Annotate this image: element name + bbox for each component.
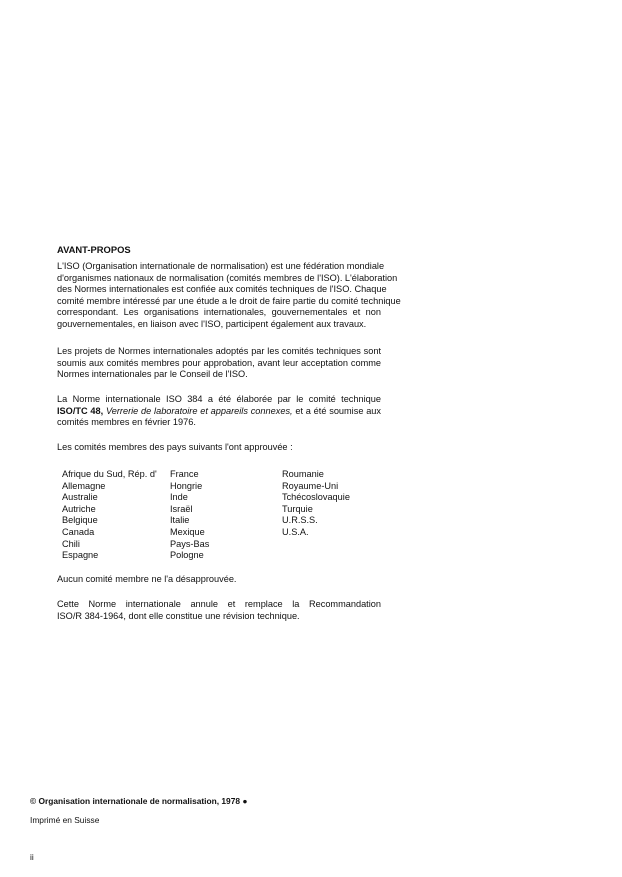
page-heading: AVANT-PROPOS bbox=[57, 244, 131, 255]
text-line: L'ISO (Organisation internationale de normalisation) est une fédération mondiale bbox=[57, 261, 385, 271]
country: Canada bbox=[62, 526, 95, 537]
country: Turquie bbox=[282, 503, 313, 514]
copyright-line: © Organisation internationale de normalisation, 1978 ● bbox=[30, 796, 248, 806]
country: Italie bbox=[170, 515, 190, 526]
text-line: Normes internationales par le Conseil de l'ISO. bbox=[57, 369, 248, 380]
country: Espagne bbox=[62, 550, 99, 561]
text-line: Cette Norme internationale annule et remplace la Recommandation bbox=[57, 599, 381, 609]
country: Mexique bbox=[170, 526, 205, 537]
country: Autriche bbox=[62, 503, 96, 514]
country: France bbox=[170, 469, 199, 479]
paragraph-3 bbox=[57, 394, 381, 429]
country: U.S.A. bbox=[282, 526, 309, 537]
text-line: correspondant. Les organisations internationales, gouvernementales et non bbox=[57, 307, 381, 318]
country: U.R.S.S. bbox=[282, 515, 318, 526]
text-line: La Norme internationale ISO 384 a été élaborée par le comité technique bbox=[57, 394, 381, 404]
country: Royaume-Uni bbox=[282, 480, 339, 491]
country-column-1 bbox=[62, 469, 157, 562]
committee-ref: ISO/TC 48, bbox=[57, 405, 104, 416]
committee-title: Verrerie de laboratoire et appareils connexes, bbox=[105, 405, 293, 416]
country: Israël bbox=[170, 503, 193, 514]
country: Inde bbox=[170, 492, 188, 503]
country: Allemagne bbox=[62, 480, 106, 491]
approval-intro: Les comités membres des pays suivants l'ont approuvée : bbox=[57, 442, 293, 452]
country: Chili bbox=[62, 538, 80, 549]
disapproval-note: Aucun comité membre ne l'a désapprouvée. bbox=[57, 574, 237, 584]
paragraph-4 bbox=[57, 599, 381, 622]
country-column-3 bbox=[282, 469, 350, 539]
paragraph-1 bbox=[57, 261, 401, 331]
country: Hongrie bbox=[170, 480, 203, 491]
text-line: Les projets de Normes internationales adoptés par les comités techniques sont bbox=[57, 346, 381, 356]
country-column-2 bbox=[170, 469, 209, 562]
text-line: ISO/R 384-1964, dont elle constitue une révision technique. bbox=[57, 610, 300, 621]
country: Pologne bbox=[170, 550, 204, 561]
text-line: des Normes internationales est confiée aux comités techniques de l'ISO. Chaque bbox=[57, 284, 387, 295]
country: Afrique du Sud, Rép. d' bbox=[62, 469, 157, 479]
country: Tchécoslovaquie bbox=[282, 492, 350, 503]
paragraph-2 bbox=[57, 346, 381, 381]
page-number: ii bbox=[30, 852, 34, 862]
printed-in: Imprimé en Suisse bbox=[30, 815, 100, 825]
text-line: gouvernementales, en liaison avec l'ISO, participent également aux travaux. bbox=[57, 318, 367, 329]
text-fragment: et a été soumise aux bbox=[295, 405, 382, 416]
country: Roumanie bbox=[282, 469, 324, 479]
country: Belgique bbox=[62, 515, 98, 526]
text-line: soumis aux comités membres pour approbation, avant leur acceptation comme bbox=[57, 357, 381, 368]
text-line: comité membre intéressé par une étude a le droit de faire partie du comité technique bbox=[57, 295, 401, 306]
text-line bbox=[57, 406, 381, 418]
country: Australie bbox=[62, 492, 98, 503]
text-line: comités membres en février 1976. bbox=[57, 417, 196, 428]
text-line: d'organismes nationaux de normalisation (comités membres de l'ISO). L'élaboration bbox=[57, 272, 398, 283]
country: Pays-Bas bbox=[170, 538, 210, 549]
